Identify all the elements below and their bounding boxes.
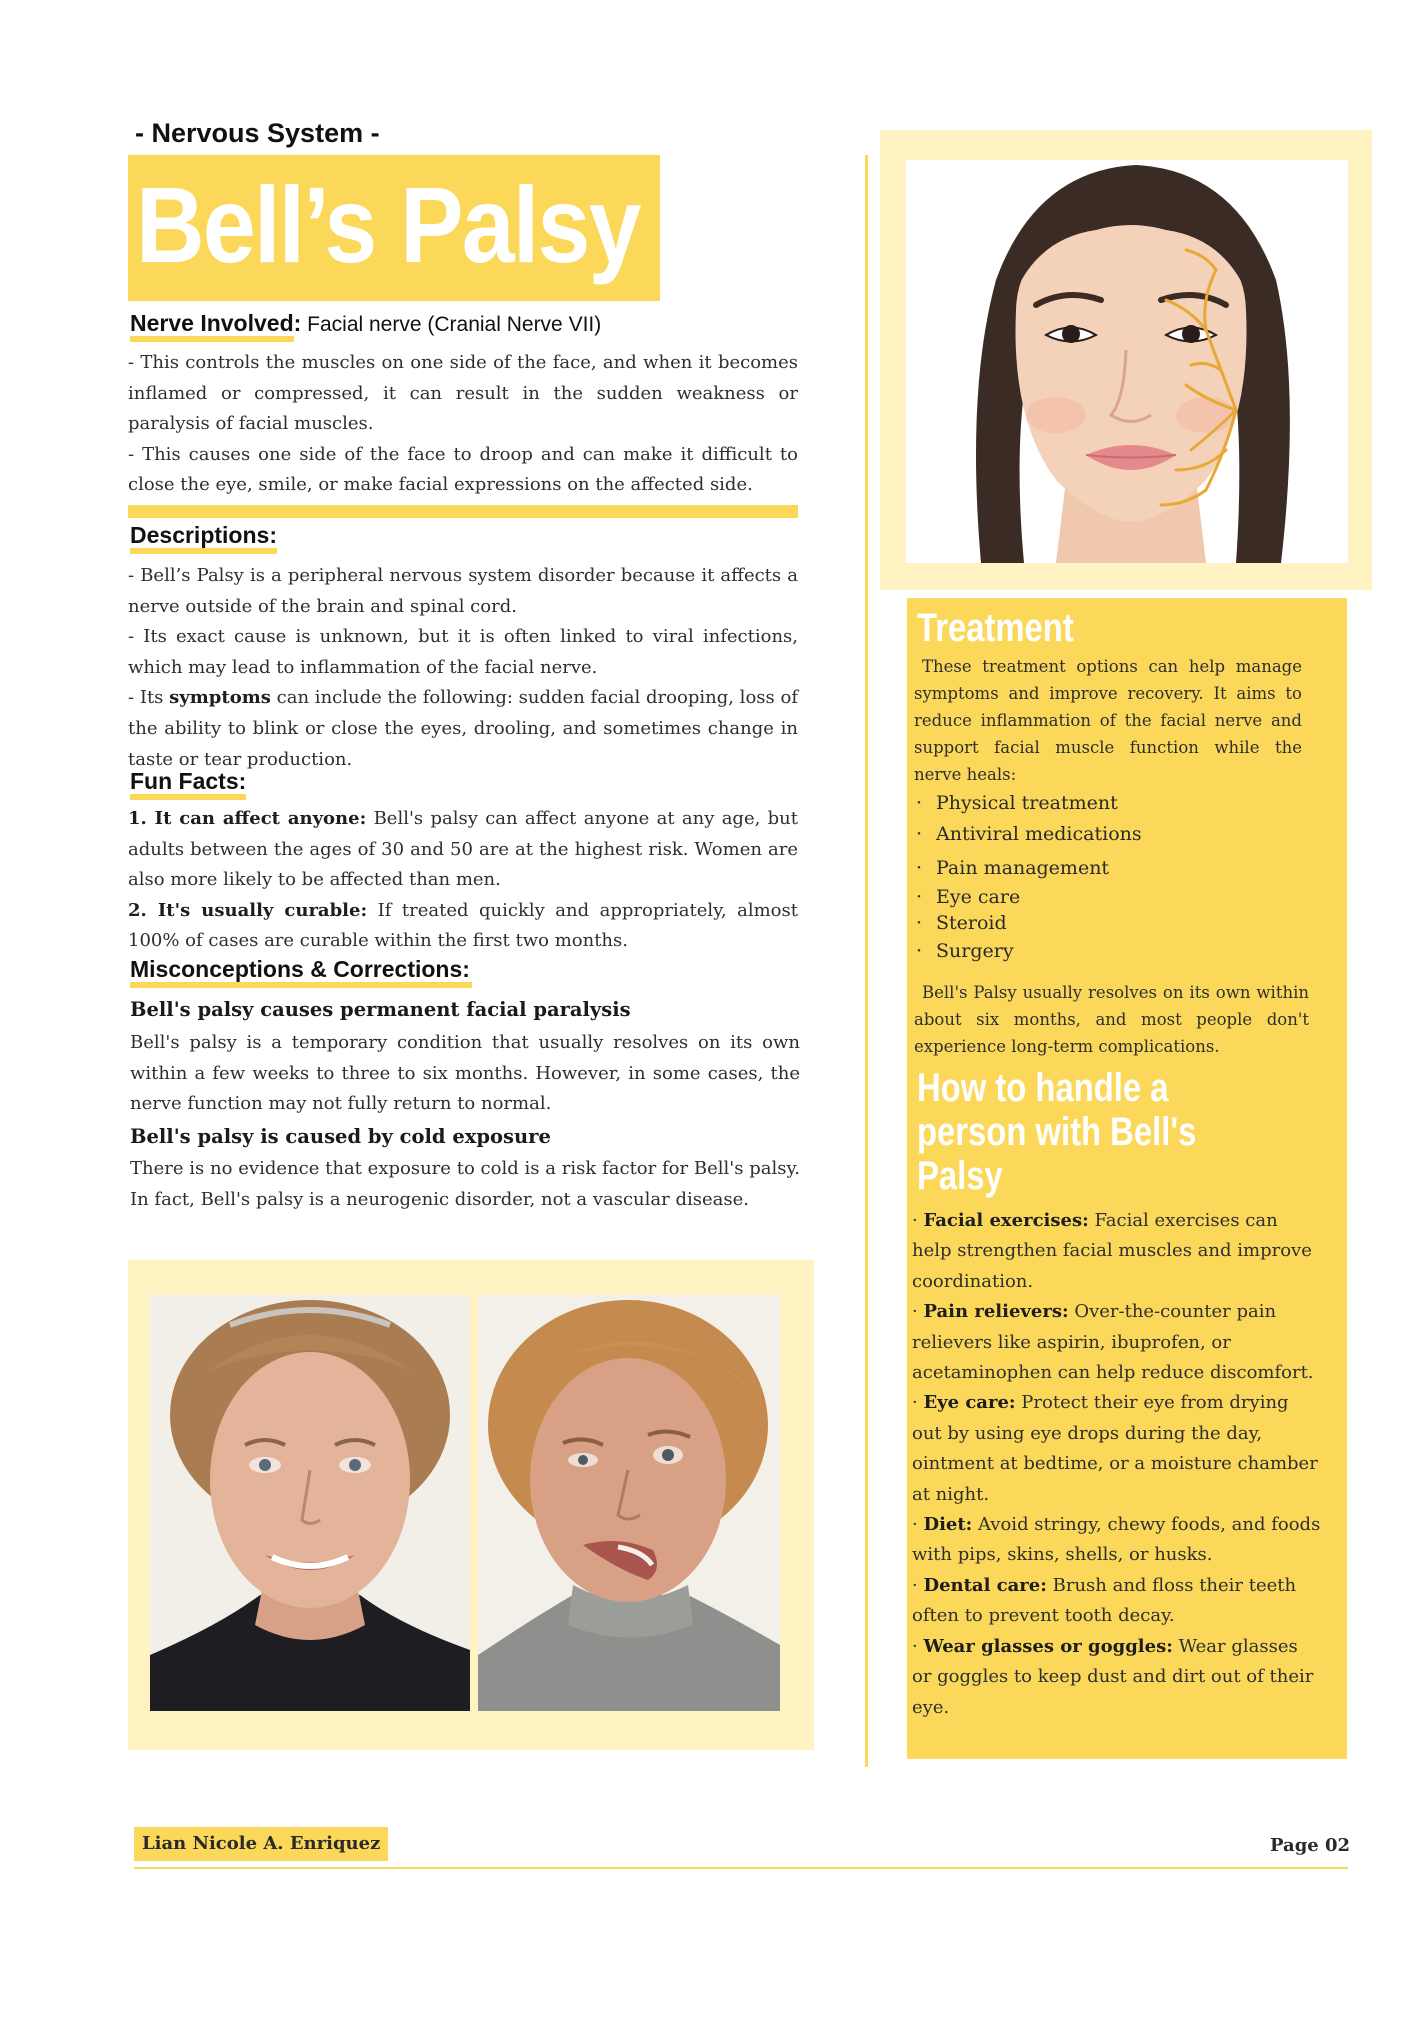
descriptions-paragraph-2: - Its exact cause is unknown, but it is often linked to viral infections, which may lead to inflammation of the facial nerve. (128, 626, 798, 678)
page-number: Page 02 (1270, 1835, 1351, 1856)
handle-item: · Diet: Avoid stringy, chewy foods, and foods with pips, skins, shells, or husks. (912, 1514, 1321, 1566)
fun-facts-text (128, 804, 798, 957)
descriptions-paragraph-1: - Bell’s Palsy is a peripheral nervous system disorder because it affects a nerve outside of the brain and spinal cord. (128, 565, 798, 617)
handle-item: · Pain relievers: Over-the-counter pain relievers like aspirin, ibuprofen, or acetaminophen can help reduce discomfort. (912, 1301, 1314, 1384)
fun-facts-heading: Fun Facts: (130, 768, 246, 800)
column-divider (865, 155, 868, 1767)
handle-heading: How to handle a person with Bell's Palsy (917, 1066, 1197, 1198)
treatment-item: · Pain management (916, 857, 1110, 879)
treatment-item: · Antiviral medications (916, 823, 1142, 845)
footer-line (134, 1867, 1348, 1869)
descriptions-paragraph-3: - Its symptoms can include the following: sudden facial drooping, loss of the ability to blink or close the eyes, drooling, and sometimes change in taste or tear production. (128, 687, 799, 770)
handle-item: · Eye care: Protect their eye from drying out by using eye drops during the day, ointment at bedtime, or a moisture chamber at night. (912, 1392, 1318, 1505)
descriptions-text (128, 561, 798, 775)
treatment-item: · Surgery (916, 940, 1014, 962)
handle-item: · Dental care: Brush and floss their teeth often to prevent tooth decay. (912, 1574, 1297, 1627)
treatment-heading: Treatment (917, 606, 1074, 650)
nerve-value: Facial nerve (Cranial Nerve VII) (301, 313, 602, 336)
nerve-paragraph-1: - This controls the muscles on one side of the face, and when it becomes inflamed or compressed, it can result in the sudden weakness or paralysis of facial muscles. (128, 352, 798, 435)
descriptions-heading: Descriptions: (130, 522, 277, 554)
treatment-item: · Eye care (916, 886, 1021, 908)
fun-fact-2: 2. It's usually curable: If treated quickly and appropriately, almost 100% of cases are curable within the first two months. (128, 899, 798, 952)
misconception-2-title: Bell's palsy is caused by cold exposure (130, 1125, 551, 1148)
nerve-text (128, 348, 798, 501)
fun-fact-1: 1. It can affect anyone: Bell's palsy can affect anyone at any age, but adults between the ages of 30 and 50 are at the highest risk. Women are also more likely to be affected than men. (128, 808, 798, 891)
after-photo (478, 1295, 780, 1711)
nerve-heading (130, 310, 601, 342)
nerve-divider-bar (128, 505, 798, 518)
handle-item: · Facial exercises: Facial exercises can help strengthen facial muscles and improve coordination. (912, 1210, 1312, 1292)
handle-list (912, 1206, 1322, 1723)
before-photo (150, 1295, 470, 1711)
section-label: - Nervous System - (135, 118, 380, 148)
face-illustration (906, 160, 1348, 563)
treatment-outro: Bell's Palsy usually resolves on its own within about six months, and most people don't experience long-term complications. (914, 983, 1309, 1056)
misconception-1-text: Bell's palsy is a temporary condition that usually resolves on its own within a few weeks to three to six months. However, in some cases, the nerve function may not fully return to normal. (130, 1032, 800, 1115)
treatment-list (916, 788, 1142, 967)
handle-item: · Wear glasses or goggles: Wear glasses or goggles to keep dust and dirt out of their eye. (912, 1635, 1314, 1718)
author-badge: Lian Nicole A. Enriquez (134, 1827, 388, 1861)
misconceptions-heading: Misconceptions & Corrections: (130, 956, 472, 988)
treatment-item: · Steroid (916, 912, 1007, 934)
nerve-paragraph-2: - This causes one side of the face to droop and can make it difficult to close the eye, smile, or make facial expressions on the affected side. (128, 443, 798, 496)
misconception-2-text: There is no evidence that exposure to cold is a risk factor for Bell's palsy. In fact, Bell's palsy is a neurogenic disorder, not a vascular disease. (130, 1158, 800, 1210)
nerve-label: Nerve Involved (130, 310, 294, 336)
treatment-intro: These treatment options can help manage symptoms and improve recovery. It aims to reduce inflammation of the facial nerve and support facial muscle function while the nerve heals: (914, 657, 1302, 784)
page-title: Bell’s Palsy (136, 164, 640, 285)
misconception-1-title: Bell's palsy causes permanent facial paralysis (130, 998, 631, 1021)
nerve-colon: : (293, 310, 302, 336)
treatment-item: · Physical treatment (916, 792, 1118, 814)
